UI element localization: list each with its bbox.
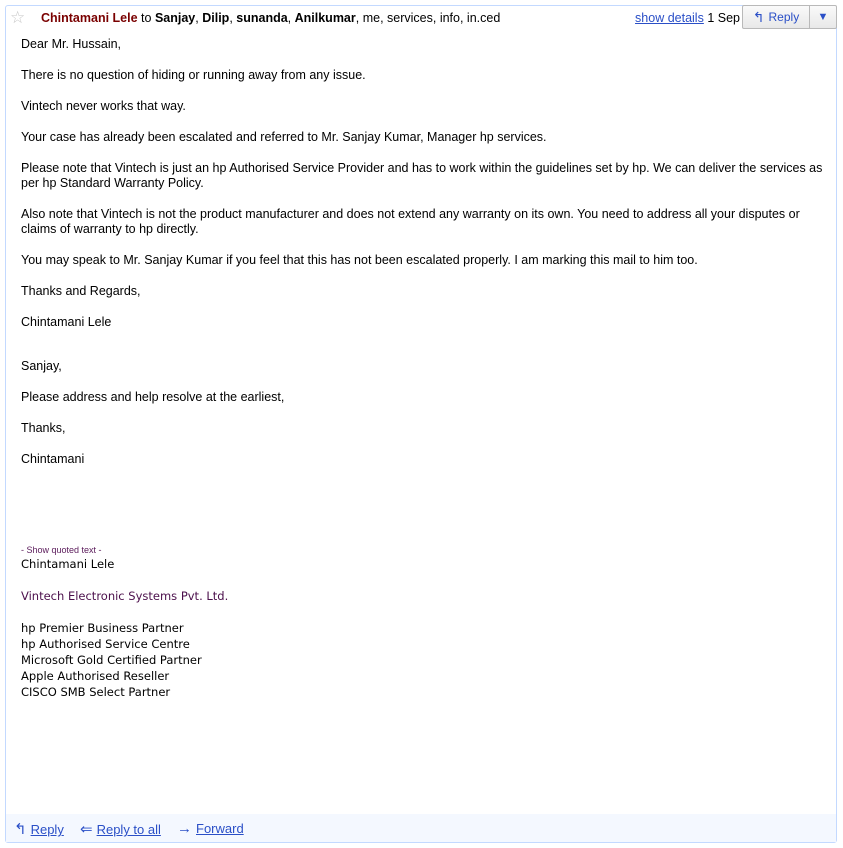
chevron-down-icon: ▼ <box>817 11 829 23</box>
more-options-button[interactable] <box>810 6 836 28</box>
reply-button-label: Reply <box>768 10 800 24</box>
recipients-plain: me, services, info, in.ced <box>362 11 501 25</box>
body-paragraph: Thanks, <box>21 421 66 435</box>
reply-all-icon: ⇐ <box>80 821 93 838</box>
message-header <box>6 6 836 30</box>
reply-link[interactable]: ↰ Reply <box>14 821 64 838</box>
body-paragraph: You may speak to Mr. Sanjay Kumar if you feel that this has not been escalated properly. I am marking this mail to him too. <box>21 253 698 267</box>
star-icon[interactable]: ☆ <box>10 8 26 27</box>
message-meta <box>635 11 740 25</box>
recipient[interactable]: sunanda <box>236 11 288 25</box>
message-date: 1 Sep <box>707 11 740 25</box>
message-body <box>21 37 826 700</box>
forward-arrow-icon: → <box>177 820 192 837</box>
signature-line: hp Premier Business Partner <box>21 621 184 635</box>
reply-all-link[interactable]: ⇐ Reply to all <box>80 821 161 838</box>
signature <box>21 556 826 700</box>
body-paragraph: Chintamani <box>21 452 85 466</box>
body-paragraph: Dear Mr. Hussain, <box>21 37 122 51</box>
body-paragraph: Vintech never works that way. <box>21 99 186 113</box>
signature-company: Vintech Electronic Systems Pvt. Ltd. <box>21 589 229 603</box>
body-paragraph: Please address and help resolve at the earliest, <box>21 390 285 404</box>
signature-name: Chintamani Lele <box>21 557 115 571</box>
recipient[interactable]: Sanjay <box>154 11 196 25</box>
reply-button[interactable] <box>743 6 810 28</box>
sender-line: Chintamani Lele to Sanjay, Dilip, sunanda, Anilkumar, me, services, info, in.ced <box>41 11 501 25</box>
body-paragraph: Thanks and Regards, <box>21 284 141 298</box>
reply-button-group <box>742 5 837 29</box>
body-paragraph: Also note that Vintech is not the product manufacturer and does not extend any warranty on its own. You need to address all your disputes or claims of warranty to hp directly. <box>21 207 800 236</box>
to-word: to <box>141 11 152 25</box>
show-details-link[interactable]: show details <box>635 11 704 25</box>
show-quoted-text-link[interactable]: - Show quoted text - <box>21 545 102 555</box>
reply-arrow-icon: ↰ <box>752 8 765 25</box>
recipient[interactable]: Dilip <box>202 11 230 25</box>
message-card <box>5 5 837 843</box>
recipient[interactable]: Anilkumar <box>294 11 356 25</box>
body-paragraph: There is no question of hiding or running away from any issue. <box>21 68 366 82</box>
forward-link[interactable]: → Forward <box>177 820 244 837</box>
body-paragraph: Please note that Vintech is just an hp Authorised Service Provider and has to work within the guidelines set by hp. We can deliver the services as per hp Standard Warranty Policy. <box>21 161 823 190</box>
signature-line: Microsoft Gold Certified Partner <box>21 653 202 667</box>
body-paragraph: Chintamani Lele <box>21 315 112 329</box>
body-paragraph: Your case has already been escalated and referred to Mr. Sanjay Kumar, Manager hp services. <box>21 130 547 144</box>
reply-arrow-icon: ↰ <box>14 821 27 838</box>
signature-line: CISCO SMB Select Partner <box>21 685 171 699</box>
body-paragraph: Sanjay, <box>21 359 62 373</box>
signature-line: Apple Authorised Reseller <box>21 669 170 683</box>
signature-line: hp Authorised Service Centre <box>21 637 190 651</box>
message-actions-bar <box>6 814 836 842</box>
sender-name[interactable]: Chintamani Lele <box>41 11 138 25</box>
